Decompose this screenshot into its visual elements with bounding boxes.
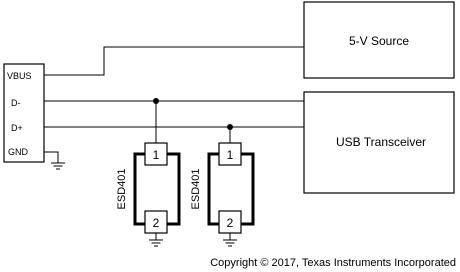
transceiver-box-label: USB Transceiver: [335, 135, 427, 149]
source-box-label: 5-V Source: [348, 34, 410, 48]
pin-label-vbus: VBUS: [7, 71, 32, 81]
connector-gnd-wire: [44, 152, 58, 163]
device2-name: ESD401: [190, 168, 202, 210]
device1-pin2-label: 2: [152, 216, 160, 230]
copyright-text: Copyright © 2017, Texas Instruments Incorporated: [210, 257, 456, 269]
pin-label-dminus: D-: [11, 98, 21, 108]
ground-symbol: [51, 163, 65, 169]
device2-pin1-label: 1: [226, 148, 234, 162]
pin-label-gnd: GND: [8, 147, 28, 157]
device1-name: ESD401: [116, 168, 128, 210]
ground-symbol: [149, 240, 163, 246]
ground-symbol: [223, 240, 237, 246]
device1-pin1-label: 1: [152, 148, 160, 162]
vbus-wire: [44, 47, 304, 75]
pin-label-dplus: D+: [11, 123, 23, 133]
device2-pin2-label: 2: [226, 216, 234, 230]
